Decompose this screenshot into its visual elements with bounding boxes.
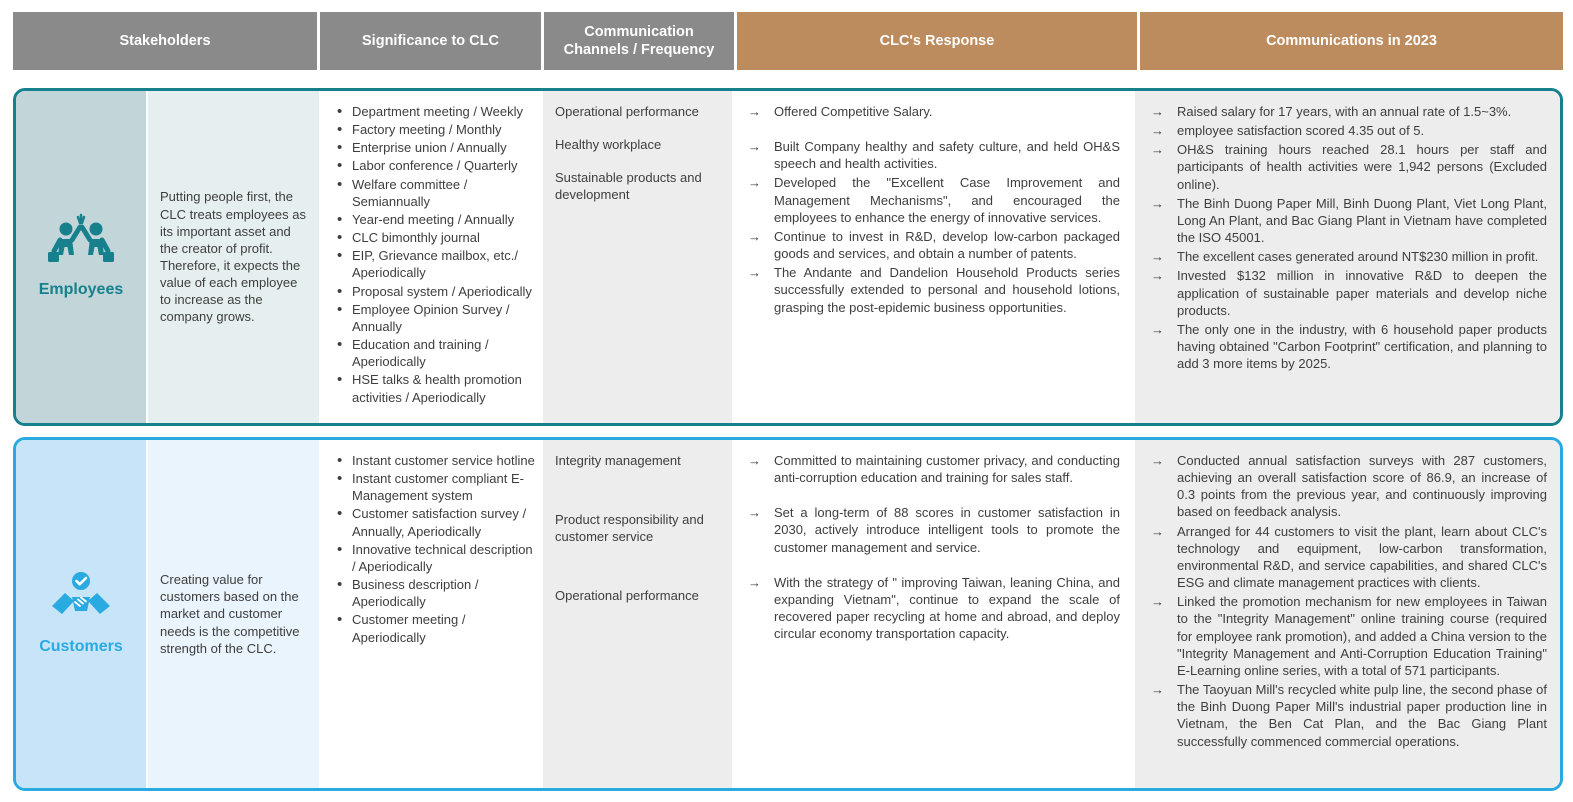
header-significance: Significance to CLC <box>320 12 541 70</box>
key-topic-item: Healthy workplace <box>555 137 662 153</box>
channel-bullet-item: • Employee Opinion Survey / Annually <box>335 301 537 335</box>
customers-label: Customers <box>39 638 123 656</box>
channel-bullet-item: • Enterprise union / Annually <box>335 139 537 156</box>
response-item: → Continue to invest in R&D, develop low-carbon packaged goods and services, and obtain a number of patents. <box>747 228 1120 262</box>
channel-bullet-item: • EIP, Grievance mailbox, etc./ Aperiodically <box>335 247 537 281</box>
employees-communications-cell <box>1135 91 1560 423</box>
customers-icon-cell <box>16 440 146 788</box>
header-clc-response: CLC's Response <box>737 12 1137 70</box>
key-topic-item: Integrity management <box>555 453 681 468</box>
customers-topic-list <box>555 452 724 605</box>
customers-communications-cell <box>1135 440 1560 788</box>
communication-item: → OH&S training hours reached 28.1 hours per staff and participants of health activities were 1,942 persons (Excluded online). <box>1150 141 1547 192</box>
communication-item: → Linked the promotion mechanism for new employees in Taiwan to the "Integrity Management" online training course (required for employee rank promotion), and added a China version to the "Integrity Management and Anti-Corruption Education Training" E-Learning online series, with a total of 571 participants. <box>1150 593 1547 679</box>
header-stakeholders: Stakeholders <box>13 12 317 70</box>
response-item: → Built Company healthy and safety culture, and held OH&S speech and health activities. <box>747 138 1120 172</box>
header-communication-channels: Communication Channels / Frequency <box>544 12 734 70</box>
key-topic-item: Operational performance <box>555 588 699 604</box>
employees-topic-list <box>555 103 724 204</box>
channel-bullet-item: • Customer satisfaction survey / Annually, Aperiodically <box>335 505 537 539</box>
customers-response-cell <box>734 440 1133 788</box>
header-communications-2023: Communications in 2023 <box>1140 12 1563 70</box>
channel-bullet-item: • Customer meeting / Aperiodically <box>335 611 537 645</box>
handshake-check-icon <box>44 570 118 628</box>
employees-channel-list <box>335 103 537 406</box>
key-topic-item: Product responsibility and customer service <box>555 512 704 545</box>
communication-item: → Invested $132 million in innovative R&D to deepen the application of sustainable paper materials and develop niche products. <box>1150 267 1547 318</box>
channel-bullet-item: • Instant customer service hotline <box>335 452 537 469</box>
channel-bullet-item: • Welfare committee / Semiannually <box>335 176 537 210</box>
communication-item: → The only one in the industry, with 6 household paper products having obtained "Carbon Footprint" certification, and planning to add 3 more items by 2025. <box>1150 321 1547 372</box>
channel-bullet-item: • Instant customer compliant E-Management system <box>335 470 537 504</box>
channel-bullet-item: • HSE talks & health promotion activities / Aperiodically <box>335 371 537 405</box>
customers-communications-list <box>1150 452 1547 750</box>
employees-communications-list <box>1150 103 1547 372</box>
channel-bullet-item: • Department meeting / Weekly <box>335 103 537 120</box>
communication-item: → Conducted annual satisfaction surveys with 287 customers, achieving an overall satisfaction score of 86.9, an increase of 0.3 points from the previous year, and continuously improving based on feedback analysis. <box>1150 452 1547 521</box>
communication-item: → The excellent cases generated around NT$230 million in profit. <box>1150 248 1547 265</box>
customers-channels-cell <box>321 440 541 788</box>
channel-bullet-item: • CLC bimonthly journal <box>335 229 537 246</box>
channel-bullet-item: • Business description / Aperiodically <box>335 576 537 610</box>
employees-response-list <box>747 103 1120 316</box>
customers-significance-text: Creating value for customers based on the market and customer needs is the competitive strength of the CLC. <box>148 440 319 788</box>
response-item: → The Andante and Dandelion Household Products series successfully extended to personal and household lotions, grasping the post-epidemic business opportunities. <box>747 264 1120 315</box>
customers-channel-list <box>335 452 537 646</box>
channel-bullet-item: • Innovative technical description / Aperiodically <box>335 541 537 575</box>
employees-topics-cell <box>543 91 732 423</box>
customers-response-list <box>747 452 1120 642</box>
key-topic-item: Operational performance <box>555 104 699 119</box>
channel-bullet-item: • Education and training / Aperiodically <box>335 336 537 370</box>
channel-bullet-item: • Factory meeting / Monthly <box>335 121 537 138</box>
high-five-people-icon <box>44 213 118 271</box>
communication-item: → Arranged for 44 customers to visit the plant, learn about CLC's technology and equipment, low-carbon transformation, environmental R&D, and service capabilities, and shared CLC's ESG and climate management practices with clients. <box>1150 523 1547 592</box>
employees-label: Employees <box>38 281 124 299</box>
employees-icon-cell <box>16 91 146 423</box>
stakeholder-row-customers <box>13 437 1563 791</box>
response-item: → Offered Competitive Salary. <box>747 103 1120 120</box>
channel-bullet-item: • Labor conference / Quarterly <box>335 157 537 174</box>
response-item: → Set a long-term of 88 scores in customer satisfaction in 2030, actively introduce intelligent tools to promote the customer management and service. <box>747 504 1120 555</box>
key-topic-item: Sustainable products and development <box>555 170 702 203</box>
employees-response-cell <box>734 91 1133 423</box>
channel-bullet-item: • Year-end meeting / Annually <box>335 211 537 228</box>
employees-significance-text: Putting people first, the CLC treats employees as its important asset and the creator of profit. Therefore, it expects the value of each employee to increase as the company grows. <box>148 91 319 423</box>
response-item: → With the strategy of " improving Taiwan, leaning China, and expanding Vietnam", continue to expand the scale of recovered paper recycling at home and abroad, and deploy circular economy transportation capacity. <box>747 574 1120 643</box>
employees-channels-cell <box>321 91 541 423</box>
communication-item: → employee satisfaction scored 4.35 out of 5. <box>1150 122 1547 139</box>
customers-topics-cell <box>543 440 732 788</box>
communication-item: → The Binh Duong Paper Mill, Binh Duong Plant, Viet Long Plant, Long An Plant, and Bac Giang Plant in Vietnam have completed the ISO 45001. <box>1150 195 1547 246</box>
response-item: → Developed the "Excellent Case Improvement and Management Mechanisms", and encouraged the employees to enhance the energy of innovative services. <box>747 174 1120 225</box>
communication-item: → The Taoyuan Mill's recycled white pulp line, the second phase of the Binh Duong Paper Mill's industrial paper production line in Vietnam, the Ben Cat Plan, and the Bac Giang Plant successfully commenced commercial operations. <box>1150 681 1547 750</box>
stakeholder-row-employees <box>13 88 1563 426</box>
table-header-row <box>13 12 1563 70</box>
channel-bullet-item: • Proposal system / Aperiodically <box>335 283 537 300</box>
communication-item: → Raised salary for 17 years, with an annual rate of 1.5~3%. <box>1150 103 1547 120</box>
response-item: → Committed to maintaining customer privacy, and conducting anti-corruption education and training for sales staff. <box>747 452 1120 486</box>
